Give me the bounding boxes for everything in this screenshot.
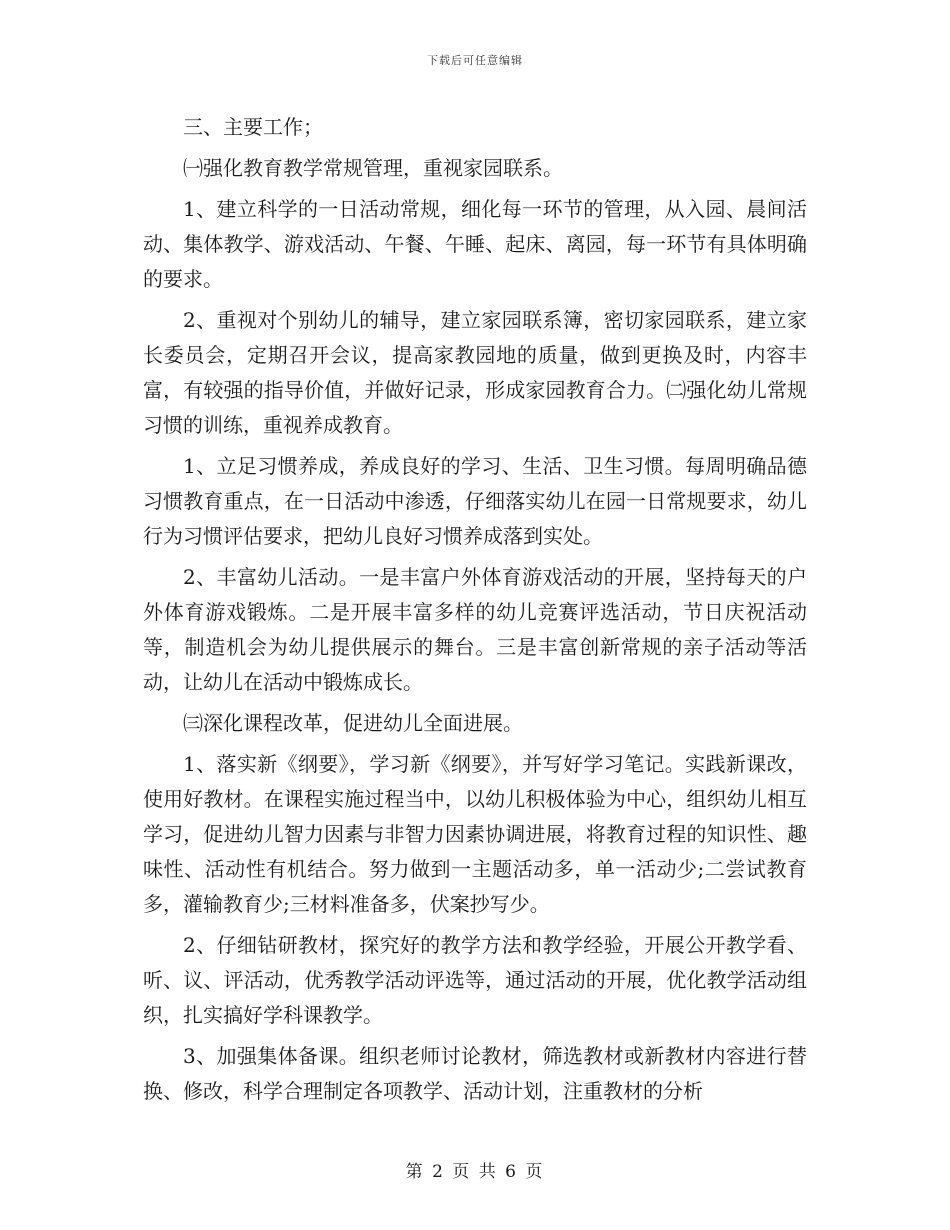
page-number-footer: 第 2 页 共 6 页 xyxy=(405,1162,545,1182)
paragraph-3-2: 2、仔细钻研教材，探究好的教学方法和教学经验，开展公开教学看、听、议、评活动，优秀教学活动评选等，通过活动的开展，优化教学活动组织，扎实搞好学科课教学。 xyxy=(143,933,807,1027)
page-header-note: 下载后可任意编辑 xyxy=(427,54,523,67)
subsection-heading-3: ㈢深化课程改革，促进幼儿全面进展。 xyxy=(183,711,523,735)
paragraph-2-2: 2、丰富幼儿活动。一是丰富户外体育游戏活动的开展，坚持每天的户外体育游戏锻炼。二是开展丰富多样的幼儿竞赛评选活动，节日庆祝活动等，制造机会为幼儿提供展示的舞台。三是丰富创新常规的亲子活动等活动，让幼儿在活动中锻炼成长。 xyxy=(143,565,807,694)
document-body xyxy=(143,110,807,1115)
paragraph-1-2: 2、重视对个别幼儿的辅导，建立家园联系簿，密切家园联系，建立家长委员会，定期召开会议，提高家教园地的质量，做到更换及时，内容丰富，有较强的指导价值，并做好记录，形成家园教育合力。㈡强化幼儿常规习惯的训练，重视养成教育。 xyxy=(143,308,807,437)
paragraph-2-1: 1、立足习惯养成，养成良好的学习、生活、卫生习惯。每周明确品德习惯教育重点，在一日活动中渗透，仔细落实幼儿在园一日常规要求，幼儿行为习惯评估要求，把幼儿良好习惯养成落到实处。 xyxy=(143,454,807,548)
paragraph-3-3: 3、加强集体备课。组织老师讨论教材，筛选教材或新教材内容进行替换、修改，科学合理制定各项教学、活动计划，注重教材的分析 xyxy=(143,1044,807,1103)
paragraph-3-1: 1、落实新《纲要》，学习新《纲要》，并写好学习笔记。实践新课改，使用好教材。在课程实施过程当中，以幼儿积极体验为中心，组织幼儿相互学习，促进幼儿智力因素与非智力因素协调进展，将教育过程的知识性、趣味性、活动性有机结合。努力做到一主题活动多，单一活动少;二尝试教育多，灌输教育少;三材料准备多，伏案抄写少。 xyxy=(143,752,807,916)
paragraph-1-1: 1、建立科学的一日活动常规，细化每一环节的管理，从入园、晨间活动、集体教学、游戏活动、午餐、午睡、起床、离园，每一环节有具体明确的要求。 xyxy=(143,197,807,291)
section-heading: 三、主要工作； xyxy=(183,115,323,139)
subsection-heading-1: ㈠强化教育教学常规管理，重视家园联系。 xyxy=(183,156,563,180)
